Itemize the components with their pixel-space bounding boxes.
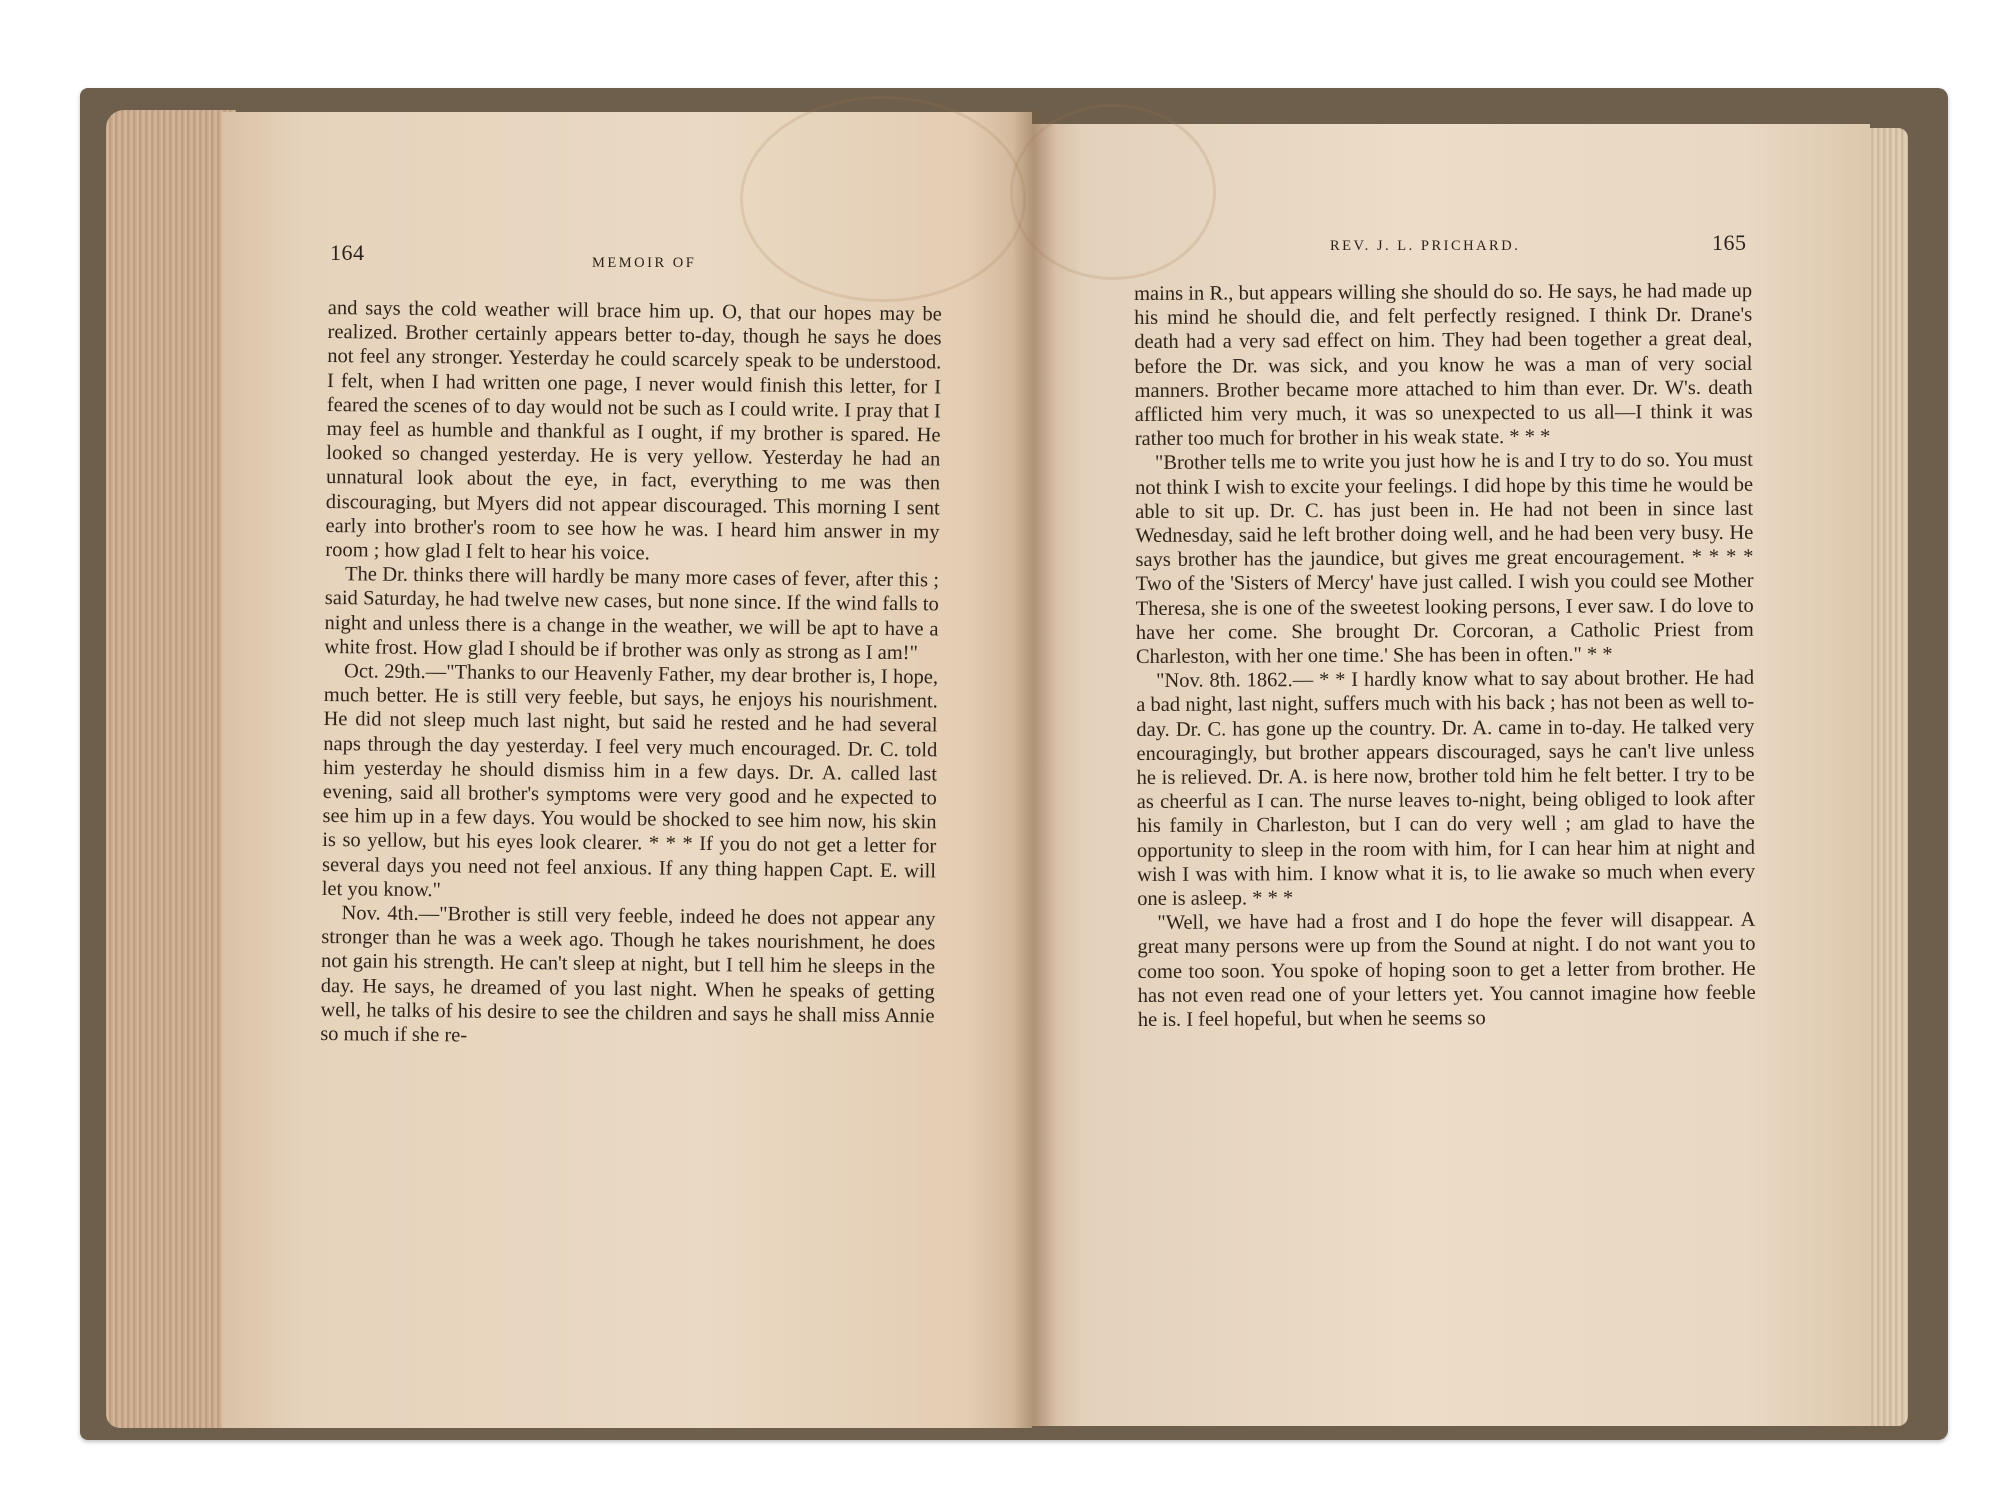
paper-stain (740, 96, 1026, 302)
left-page-edges (106, 110, 236, 1428)
paragraph: "Nov. 8th. 1862.— * * I hardly know what to say about brother. He had a bad night, last night, suffers much with his back ; has not been as well to-day. Dr. C. has gone up the country. Dr. A. came in to-day. He talked very encouragingly, but brother appears discouraged, says he can't live unless he is relieved. Dr. A. is here now, brother told him he felt better. I try to be as cheerful as I can. The nurse leaves to-night, being obliged to look after his family in Charleston, but I can do very well ; am glad to have the opportunity to sleep in the room with him, for I can hear him at night and wish I was with him. I know what it is, to lie awake so much when every one is asleep. * * * (1136, 667, 1756, 911)
paragraph: Nov. 4th.—"Brother is still very feeble, indeed he does not appear any stronger than he was a week ago. Though he takes nourishment, he does not gain his strength. He can't sleep at night, but I tell him he sleeps in the day. He says, he dreamed of you last night. When he speaks of getting well, he talks of his desire to see the children and says he shall miss Annie so much if she re- (320, 902, 936, 1047)
left-page-number: 164 (330, 240, 365, 265)
left-running-head: MEMOIR OF (592, 255, 697, 271)
paragraph: mains in R., but appears willing she should do so. He says, he had made up his mind he should die, and felt perfectly resigned. I think Dr. Drane's death had a very sad effect on him. They had been together a great deal, before the Dr. was sick, and you know he was a man of very social manners. Brother became more attached to him than ever. Dr. W's. death afflicted him very much, it was so unexpected to us all—I think it was rather too much for brother in his weak state. * * * (1134, 279, 1753, 451)
paragraph: The Dr. thinks there will hardly be many more cases of fever, after this ; said Saturday, he had twelve new cases, but none since. If the wind falls to night and unless there is a change in the weather, we will be apt to have a white frost. How glad I should be if brother was only as strong as I am!" (324, 563, 940, 665)
paragraph: "Brother tells me to write you just how he is and I try to do so. You must not think I wish to excite your feelings. I did hope by this time he would be able to sit up. Dr. C. has just been in. He had not been in since last Wednesday, said he left brother doing well, and he had been very busy. He says brother has the jaundice, but gives me great encouragement. * * * * Two of the 'Sisters of Mercy' have just called. I wish you could see Mother Theresa, she is one of the sweetest looking persons, I ever saw. I do love to have her come. She brought Dr. Corcoran, a Catholic Priest from Charleston, with her one time.' She has been in often." * * (1135, 449, 1754, 669)
paragraph: "Well, we have had a frost and I do hope the fever will disappear. A great many persons were up from the Sound at night. I do not want you to come too soon. You spoke of hoping soon to get a letter from brother. He has not even read one of your letters yet. You cannot imagine how feeble he is. I feel hopeful, but when he seems so (1137, 909, 1756, 1032)
right-running-head: REV. J. L. PRICHARD. (1330, 238, 1521, 254)
right-page-body (1134, 279, 1756, 1033)
right-page-number: 165 (1712, 230, 1747, 255)
book-gutter (1012, 110, 1056, 1428)
paragraph: Oct. 29th.—"Thanks to our Heavenly Father, my dear brother is, I hope, much better. He is still very feeble, but says, he enjoys his nourishment. He did not sleep much last night, but said he rested and he had several naps through the day yesterday. I feel very much encouraged. Dr. C. told him yesterday he should dismiss him in a few days. Dr. A. called last evening, said all brother's symptoms were very good and he expected to see him up in a few days. You would be shocked to see him now, his skin is so yellow, but his eyes look clearer. * * * If you do not get a letter for several days you need not feel anxious. If any thing happen Capt. E. will let you know." (321, 660, 939, 902)
paper-stain (1010, 104, 1216, 280)
paragraph: and says the cold weather will brace him up. O, that our hopes may be realized. Brother certainly appears better to-day, though he says he does not feel any stronger. Yesterday he could scarcely speak to be understood. I felt, when I had written one page, I never would finish this letter, for I feared the scenes of to day would not be such as I could write. I pray that I may feel as humble and thankful as I ought, if my brother is spared. He looked so changed yesterday. He is very yellow. Yesterday he had an unnatural look about the eye, in fact, everything to me was then discouraging, but Myers did not appear discouraged. This morning I sent early into brother's room to see how he was. I heard him answer in my room ; how glad I felt to hear his voice. (325, 296, 942, 565)
left-page-body (320, 296, 942, 1053)
